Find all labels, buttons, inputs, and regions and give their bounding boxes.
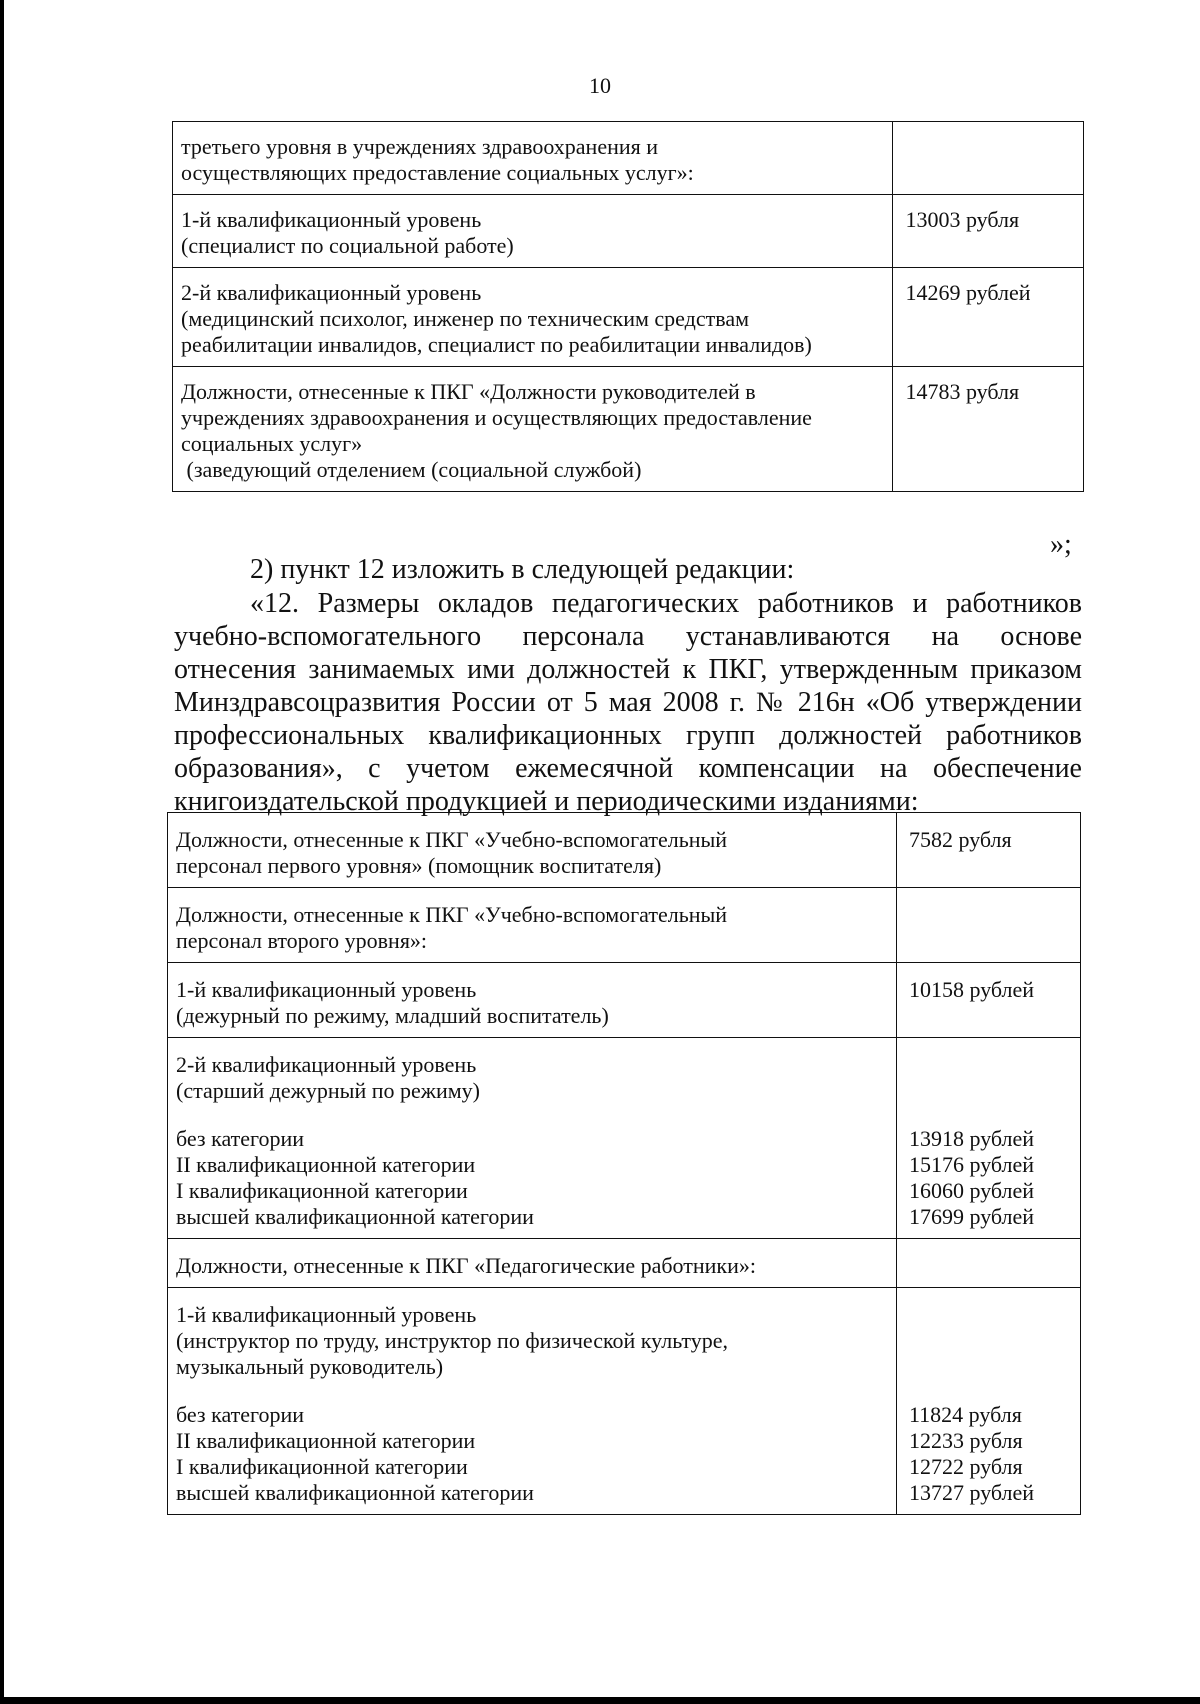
table-row — [168, 1288, 1081, 1515]
row-amount — [893, 122, 1084, 195]
closing-quote: »; — [1050, 529, 1072, 560]
row-text-line: (дежурный по режиму, младший воспитатель) — [176, 1003, 609, 1028]
category-amount: 12722 рубля — [908, 1454, 1023, 1479]
row-text-line: Должности, отнесенные к ПКГ «Учебно-вспомогательный — [176, 827, 728, 852]
row-text-line: (специалист по социальной работе) — [181, 233, 514, 258]
category-amount: 13727 рублей — [908, 1480, 1035, 1505]
row-text-line: Должности, отнесенные к ПКГ «Учебно-вспомогательный — [176, 902, 728, 927]
paragraph-line: отнесения занимаемых ими должностей к ПКГ, утвержденным приказом — [174, 654, 1082, 685]
row-text-line: 2-й квалификационный уровень — [181, 280, 482, 305]
category-label: I квалификационной категории — [176, 1454, 468, 1479]
table-row — [173, 268, 1084, 367]
row-text-line: персонал первого уровня» (помощник воспитателя) — [176, 853, 662, 878]
row-amount: 7582 рубля — [896, 813, 1080, 888]
row-amount: 13003 рубля — [893, 195, 1084, 268]
category-label: II квалификационной категории — [176, 1428, 476, 1453]
row-text-line: реабилитации инвалидов, специалист по реабилитации инвалидов) — [181, 332, 812, 357]
row-text-line: 2-й квалификационный уровень — [176, 1052, 477, 1077]
row-amount: 14269 рублей — [893, 268, 1084, 367]
table-row — [173, 367, 1084, 492]
row-amount: 10158 рублей — [896, 963, 1080, 1038]
row-description — [168, 1239, 897, 1288]
category-label: II квалификационной категории — [176, 1152, 476, 1177]
row-text-line: музыкальный руководитель) — [176, 1354, 444, 1379]
row-description — [168, 963, 897, 1038]
table-row — [173, 122, 1084, 195]
row-text-line: осуществляющих предоставление социальных услуг»: — [181, 160, 694, 185]
table-row — [168, 888, 1081, 963]
row-text-line: 1-й квалификационный уровень — [176, 1302, 477, 1327]
row-amount — [896, 1239, 1080, 1288]
salary-table-1 — [172, 121, 1084, 492]
category-label: I квалификационной категории — [176, 1178, 468, 1203]
row-description — [173, 122, 893, 195]
row-description — [168, 888, 897, 963]
paragraph-line: учебно-вспомогательного персонала устанавливаются на основе — [174, 621, 1082, 652]
row-text-line: (старший дежурный по режиму) — [176, 1078, 480, 1103]
page-number: 10 — [589, 73, 611, 98]
table-row — [168, 963, 1081, 1038]
row-description — [173, 268, 893, 367]
paragraph-line: образования», с учетом ежемесячной компенсации на обеспечение — [174, 753, 1082, 784]
row-text-line: (медицинский психолог, инженер по техническим средствам — [181, 306, 750, 331]
row-text-line: третьего уровня в учреждениях здравоохранения и — [181, 134, 659, 159]
row-text-line: учреждениях здравоохранения и осуществляющих предоставление — [181, 405, 812, 430]
row-text-line: 1-й квалификационный уровень — [181, 207, 482, 232]
row-description — [168, 1038, 897, 1239]
row-text-line: персонал второго уровня»: — [176, 928, 428, 953]
row-amount — [896, 888, 1080, 963]
category-amount: 12233 рубля — [908, 1428, 1023, 1453]
category-label: высшей квалификационной категории — [176, 1204, 534, 1229]
paragraph-line: книгоиздательской продукцией и периодическими изданиями: — [174, 786, 919, 817]
row-amount-list — [896, 1288, 1080, 1515]
row-text-line: социальных услуг» — [181, 431, 363, 456]
table-row — [173, 195, 1084, 268]
row-description — [168, 813, 897, 888]
salary-table-2 — [167, 812, 1081, 1515]
category-amount: 16060 рублей — [908, 1178, 1035, 1203]
row-text-line: Должности, отнесенные к ПКГ «Должности руководителей в — [181, 379, 756, 404]
category-amount: 15176 рублей — [908, 1152, 1035, 1177]
row-text-line: Должности, отнесенные к ПКГ «Педагогические работники»: — [176, 1253, 757, 1278]
row-text-line: (заведующий отделением (социальной службой) — [181, 457, 642, 482]
row-text-line: (инструктор по труду, инструктор по физической культуре, — [176, 1328, 728, 1353]
category-amount: 17699 рублей — [908, 1204, 1035, 1229]
category-amount: 11824 рубля — [908, 1402, 1022, 1427]
row-amount: 14783 рубля — [893, 367, 1084, 492]
table-row — [168, 1038, 1081, 1239]
paragraph-item-12 — [174, 587, 1082, 818]
paragraph-line: профессиональных квалификационных групп должностей работников — [174, 720, 1082, 751]
category-label: без категории — [176, 1126, 305, 1151]
row-text-line: 1-й квалификационный уровень — [176, 977, 477, 1002]
scan-left-edge — [0, 0, 4, 1704]
category-label: высшей квалификационной категории — [176, 1480, 534, 1505]
row-description — [173, 195, 893, 268]
paragraph-line: Минздравсоцразвития России от 5 мая 2008 г. № 216н «Об утверждении — [174, 687, 1082, 718]
category-label: без категории — [176, 1402, 305, 1427]
row-description — [173, 367, 893, 492]
table-row — [168, 1239, 1081, 1288]
paragraph-line: «12. Размеры окладов педагогических работников и работников — [250, 588, 1082, 619]
scan-bottom-edge — [0, 1697, 1200, 1704]
row-description — [168, 1288, 897, 1515]
row-amount-list — [896, 1038, 1080, 1239]
category-amount: 13918 рублей — [908, 1126, 1035, 1151]
table-row — [168, 813, 1081, 888]
paragraph-instruction: 2) пункт 12 изложить в следующей редакции: — [250, 554, 795, 585]
